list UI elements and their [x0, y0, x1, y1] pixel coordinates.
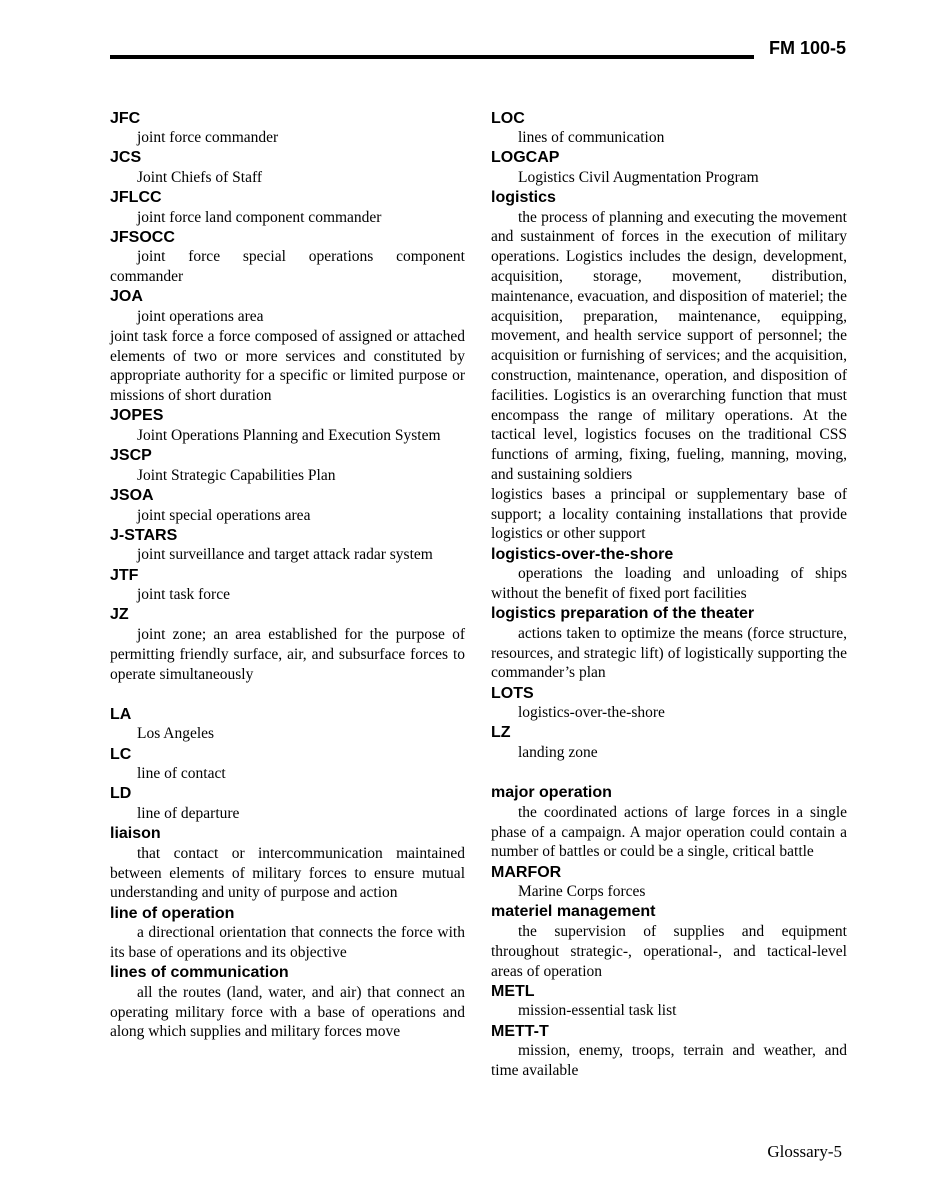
- glossary-definition: logistics-over-the-shore: [518, 704, 665, 722]
- glossary-definition: the coordinated actions of large forces in a single phase of a campaign. A major operation could contain a number of battles or could be a single, critical battle: [491, 803, 847, 861]
- glossary-term: liaison: [110, 825, 161, 843]
- glossary-entry: [110, 824, 465, 903]
- header-rule: [110, 55, 754, 59]
- glossary-term: METT-T: [491, 1022, 549, 1040]
- glossary-definition: the supervision of supplies and equipment throughout strategic-, operational-, and tactical-level areas of operation: [491, 922, 847, 980]
- glossary-term: JZ: [110, 606, 129, 624]
- glossary-entry: [491, 148, 847, 187]
- document-id: FM 100-5: [768, 38, 846, 58]
- glossary-term: METL: [491, 982, 535, 1000]
- glossary-definition: line of contact: [137, 765, 226, 783]
- glossary-entry: [491, 109, 847, 148]
- glossary-definition: Joint Operations Planning and Execution System: [137, 426, 441, 444]
- glossary-inline-entry: joint task force a force composed of assigned or attached elements of two or more services and constituted by appropriate authority for a specific or limited purpose or missions of short duration: [110, 327, 465, 405]
- glossary-entry: [110, 446, 465, 485]
- glossary-definition: mission, enemy, troops, terrain and weather, and time available: [491, 1042, 847, 1079]
- page-number: Glossary-5: [767, 1142, 842, 1161]
- glossary-term: LOTS: [491, 684, 534, 702]
- glossary-term: JFLCC: [110, 189, 162, 207]
- glossary-definition: actions taken to optimize the means (force structure, resources, and strategic lift) of logistically supporting the commander’s plan: [491, 624, 847, 682]
- glossary-term: logistics preparation of the theater: [491, 605, 755, 623]
- glossary-entry: [110, 784, 465, 823]
- glossary-definition: Joint Chiefs of Staff: [137, 168, 262, 186]
- glossary-entry: [110, 605, 465, 684]
- glossary-entry: [110, 486, 465, 525]
- glossary-definition: joint force special operations component commander: [110, 248, 465, 286]
- glossary-definition: joint special operations area: [137, 506, 311, 524]
- glossary-definition: joint force land component commander: [137, 208, 382, 226]
- glossary-entry: [491, 188, 847, 485]
- glossary-definition: that contact or intercommunication maintained between elements of military forces to ensure mutual understanding and unity of purpose and action: [110, 844, 465, 902]
- glossary-term: line of operation: [110, 904, 235, 922]
- glossary-term: logistics: [491, 189, 556, 207]
- glossary-definition: joint operations area: [137, 307, 264, 325]
- glossary-term: JCS: [110, 149, 142, 167]
- glossary-entry: [491, 545, 847, 604]
- glossary-definition: line of departure: [137, 804, 240, 822]
- glossary-definition: Joint Strategic Capabilities Plan: [137, 466, 336, 484]
- glossary-definition: operations the loading and unloading of ships without the benefit of fixed port facilities: [491, 565, 847, 602]
- section-gap: [110, 684, 465, 704]
- glossary-entry: [491, 982, 847, 1021]
- glossary-definition: joint force commander: [137, 129, 279, 146]
- glossary-term: JFSOCC: [110, 228, 175, 246]
- glossary-term: LZ: [491, 724, 511, 742]
- glossary-entry: [110, 406, 465, 445]
- glossary-term: lines of communication: [110, 964, 289, 982]
- glossary-term: logistics-over-the-shore: [491, 545, 674, 563]
- glossary-term: major operation: [491, 784, 612, 802]
- glossary-term: MARFOR: [491, 863, 562, 881]
- glossary-left-column: [110, 108, 465, 1042]
- glossary-term: LOC: [491, 109, 525, 127]
- glossary-entry: [491, 783, 847, 862]
- glossary-definition: landing zone: [518, 743, 598, 761]
- glossary-entry: [110, 148, 465, 187]
- glossary-entry: [491, 485, 847, 544]
- glossary-definition: joint task force: [137, 586, 230, 604]
- glossary-term: JSOA: [110, 487, 154, 505]
- glossary-entry: [491, 863, 847, 902]
- section-gap: [491, 763, 847, 783]
- glossary-definition: mission-essential task list: [518, 1002, 677, 1020]
- glossary-definition: the process of planning and executing the movement and sustainment of forces in the execution of military operations. Logistics includes the design, development, acquisition, storage, movement, distribution, maintenance, evacuation, and disposition of materiel; the acquisition, preparation, maintenance, equipping, movement, and health service support of personnel; the acquisition or furnishing of services; and the acquisition, construction, maintenance, operation, and disposition of facilities. Logistics is an overarching function that must encompass the range of military operations. At the tactical level, logistics focuses on the traditional CSS functions of arming, fixing, fueling, manning, moving, and sustaining soldiers: [491, 208, 847, 483]
- glossary-entry: [110, 566, 465, 605]
- glossary-entry: [491, 604, 847, 683]
- glossary-right-column: [491, 108, 847, 1081]
- glossary-entry: [110, 526, 465, 565]
- glossary-definition: Los Angeles: [137, 725, 215, 743]
- glossary-term: LD: [110, 785, 132, 803]
- glossary-entry: [491, 684, 847, 723]
- glossary-definition: a directional orientation that connects the force with its base of operations and its objective: [110, 924, 465, 961]
- glossary-entry: [110, 109, 465, 148]
- glossary-definition: lines of communication: [518, 129, 665, 146]
- glossary-entry: [110, 327, 465, 406]
- glossary-term: JOPES: [110, 407, 164, 425]
- glossary-inline-entry: logistics bases a principal or supplementary base of support; a locality containing installations that provide logistics or other support: [491, 485, 847, 543]
- glossary-entry: [491, 902, 847, 981]
- glossary-entry: [110, 705, 465, 744]
- glossary-term: JOA: [110, 288, 143, 306]
- glossary-entry: [110, 904, 465, 963]
- glossary-entry: [491, 1022, 847, 1081]
- glossary-term: J-STARS: [110, 526, 178, 544]
- glossary-term: materiel management: [491, 903, 656, 921]
- glossary-entry: [110, 188, 465, 227]
- glossary-definition: Logistics Civil Augmentation Program: [518, 168, 759, 186]
- glossary-definition: Marine Corps forces: [518, 883, 646, 901]
- glossary-definition: joint surveillance and target attack radar system: [137, 546, 433, 564]
- glossary-entry: [110, 287, 465, 326]
- glossary-definition: all the routes (land, water, and air) that connect an operating military force with a base of operations and along which supplies and military forces move: [110, 983, 465, 1041]
- glossary-term: JTF: [110, 566, 139, 584]
- glossary-term: LOGCAP: [491, 149, 560, 167]
- glossary-definition: joint zone; an area established for the purpose of permitting friendly surface, air, and subsurface forces to operate simultaneously: [110, 625, 465, 683]
- glossary-entry: [491, 723, 847, 762]
- glossary-entry: [110, 228, 465, 287]
- glossary-term: JSCP: [110, 447, 152, 465]
- glossary-term: LC: [110, 745, 132, 763]
- glossary-term: JFC: [110, 109, 141, 127]
- glossary-entry: [110, 963, 465, 1042]
- glossary-entry: [110, 745, 465, 784]
- glossary-term: LA: [110, 705, 132, 723]
